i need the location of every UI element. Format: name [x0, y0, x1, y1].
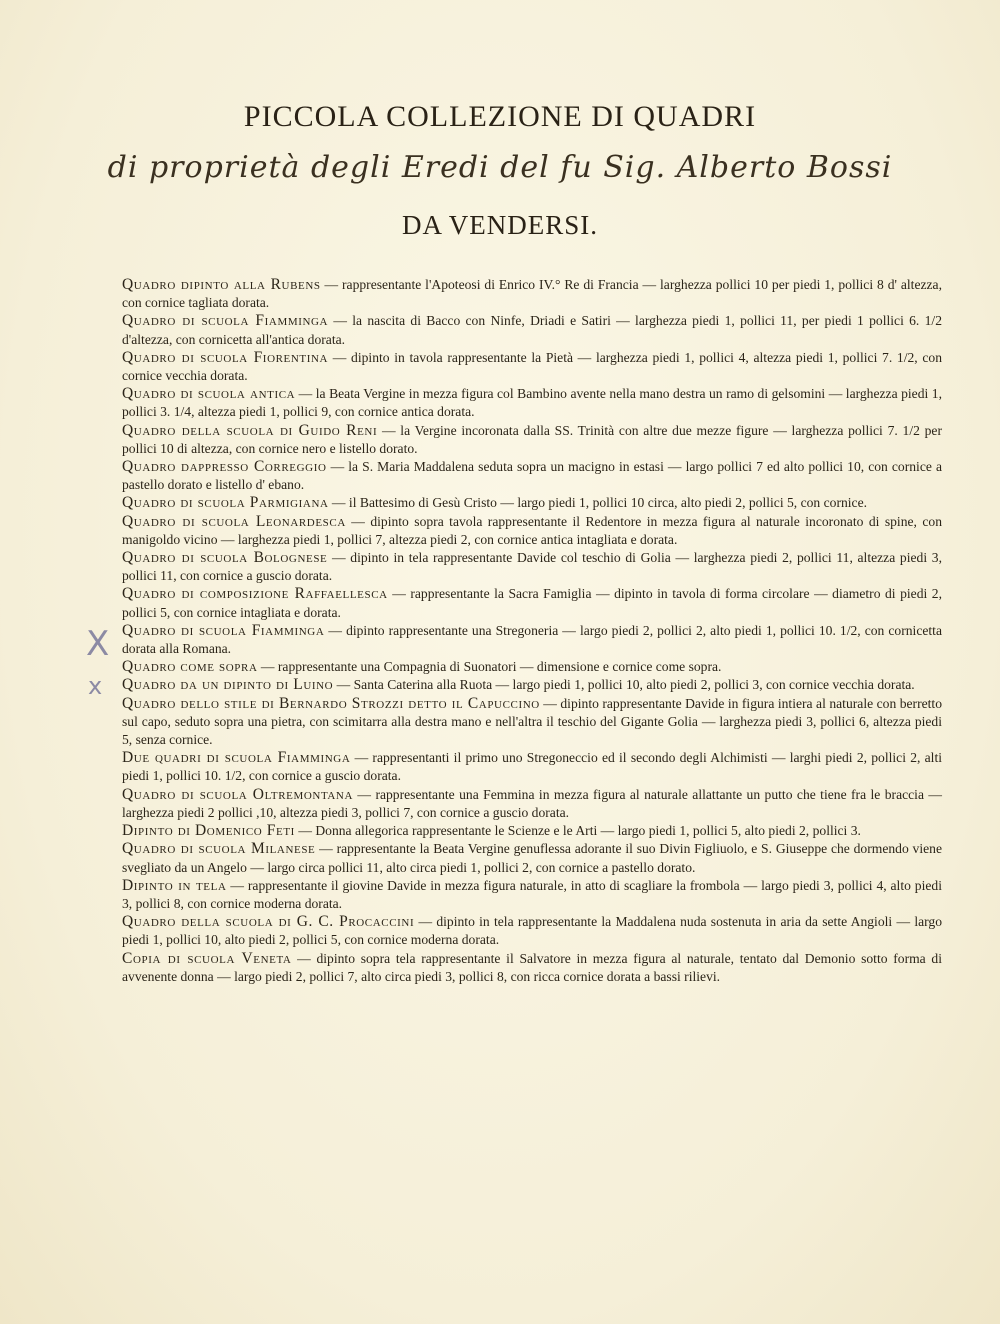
list-item [122, 513, 942, 549]
list-item [122, 385, 942, 421]
entry-description: — rappresentanti il primo uno Stregoneccio ed il secondo degli Alchimisti — larghi piedi 2, pollici 2, alti piedi 1, pollici 10. 1/2, con cornice a guscio dorata. [122, 750, 943, 784]
list-item [122, 622, 942, 658]
entry-heading: Quadro di scuola Milanese [122, 840, 316, 858]
document-title: PICCOLA COLLEZIONE DI QUADRI [243, 100, 757, 133]
entry-heading: Dipinto in tela [122, 876, 227, 894]
entry-description: — rappresentante una Femmina in mezza figura al naturale allattante un putto che tiene fra le braccia — larghezza piedi 2 pollici ,10, altezza piedi 3, pollici 7, con cornice a guscio dorata. [122, 786, 942, 820]
list-item [122, 877, 942, 913]
entry-heading: Dipinto di Domenico Feti [122, 822, 295, 840]
entry-heading: Quadro della scuola di Guido Reni [122, 421, 378, 439]
entry-description: — dipinto in tela rappresentante Davide col teschio di Golia — larghezza piedi 2, pollici 11, altezza piedi 3, pollici 11, con cornice a guscio dorata. [122, 550, 942, 584]
list-item [122, 312, 942, 348]
list-item [122, 913, 942, 949]
entry-description: — rappresentante la Sacra Famiglia — dipinto in tavola di forma circolare — diametro di piedi 2, pollici 5, con cornice intagliata e dorata. [122, 586, 942, 620]
entry-heading: Quadro della scuola di G. C. Procaccini [122, 913, 415, 931]
margin-mark-x: X [86, 624, 110, 664]
list-item [122, 349, 942, 385]
entry-heading: Quadro di scuola antica [122, 385, 296, 403]
entry-heading: Quadro di scuola Parmigiana [122, 494, 329, 512]
entry-description: — rappresentante la Beata Vergine genuflessa adorante il suo Divin Figliuolo, e S. Giuseppe che dormendo viene svegliato da un Angelo — largo circa pollici 11, alto circa piedi 1, pollici 2, con cornice a pastello dorato. [122, 841, 942, 875]
sale-heading: DA VENDERSI. [401, 210, 599, 240]
entry-heading: Quadro di scuola Oltremontana [122, 785, 354, 803]
entry-heading: Due quadri di scuola Fiamminga [122, 749, 351, 767]
list-item [122, 786, 942, 822]
list-item [122, 658, 942, 676]
handwritten-subtitle: di proprietà degli Eredi del fu Sig. Alberto Bossi [107, 150, 893, 185]
entry-description: — dipinto rappresentante Davide in figura intiera al naturale con berretto sul capo, seduto sopra una pietra, con scimitarra alla destra mano e nell'altra il teschio del Gigante Golia — larghezza piedi 3, pollici 6, altezza piedi 5, senza cornice. [122, 695, 942, 748]
entry-heading: Quadro di composizione Raffaellesca [122, 585, 388, 603]
list-item [122, 749, 942, 785]
entry-heading: Quadro da un dipinto di Luino [122, 676, 334, 694]
list-item [122, 458, 942, 494]
entry-heading: Quadro di scuola Fiamminga [122, 621, 325, 639]
list-item [122, 422, 942, 458]
list-item [122, 695, 942, 750]
margin-mark-small-x: x [88, 672, 103, 700]
entry-description: — la Beata Vergine in mezza figura col Bambino avente nella mano destra un ramo di gelsomini — larghezza piedi 1, pollici 3. 1/4, altezza piedi 1, pollici 9, con cornice antica dorata. [122, 386, 942, 420]
list-item [122, 822, 942, 840]
entry-description: — dipinto sopra tavola rappresentante il Redentore in mezza figura al naturale incoronato di spine, con manigoldo vicino — larghezza piedi 1, pollici 7, altezza piedi 2, con cornice antica intagliata e dorata. [122, 513, 942, 547]
painting-list [122, 276, 942, 986]
entry-description: — dipinto in tela rappresentante la Maddalena nuda sostenuta in aria da sette Angioli — largo piedi 1, pollici 10, alto piedi 2, pollici 5, con cornice moderna dorata. [122, 914, 942, 948]
list-item [122, 676, 942, 694]
entry-heading: Quadro dappresso Correggio [122, 458, 327, 476]
entry-description: — la nascita di Bacco con Ninfe, Driadi e Satiri — larghezza piedi 1, pollici 11, per piedi 1 pollici 6. 1/2 d'altezza, con cornicetta all'antica dorata. [122, 313, 942, 347]
entry-heading: Quadro di scuola Leonardesca [122, 512, 346, 530]
entry-description: — dipinto rappresentante una Stregoneria — largo piedi 2, pollici 2, alto piedi 1, pollici 10. 1/2, con cornicetta dorata alla Romana. [122, 622, 942, 657]
entry-heading: Quadro dello stile di Bernardo Strozzi detto il Capuccino [122, 694, 540, 712]
entry-heading: Quadro di scuola Bolognese [122, 549, 328, 567]
entry-heading: Quadro dipinto alla Rubens [122, 276, 321, 293]
list-item [122, 585, 942, 621]
entry-description: — Donna allegorica rappresentante le Scienze e le Arti — largo piedi 1, pollici 5, alto piedi 2, pollici 3. [294, 823, 861, 839]
list-item [122, 840, 942, 876]
entry-description: — la Vergine incoronata dalla SS. Trinità con altre due mezze figure — larghezza pollici 7. 1/2 per pollici 10 di altezza, con cornice nero e listello dorato. [122, 422, 942, 456]
entry-heading: Quadro come sopra [122, 658, 258, 676]
entry-description: — rappresentante l'Apoteosi di Enrico IV.° Re di Francia — larghezza pollici 10 per piedi 1, pollici 8 d' altezza, con cornice tagliata dorata. [122, 277, 942, 311]
entry-description: — Santa Caterina alla Ruota — largo piedi 1, pollici 10, alto piedi 2, pollici 3, con cornice vecchia dorata. [333, 677, 915, 693]
entry-description: — rappresentante il giovine Davide in mezza figura naturale, in atto di scagliare la frombola — largo piedi 3, pollici 4, alto piedi 3, pollici 8, con cornice moderna dorata. [122, 877, 942, 911]
entry-description: — dipinto in tavola rappresentante la Pietà — larghezza piedi 1, pollici 4, altezza piedi 1, pollici 7. 1/2, con cornice vecchia dorata. [122, 349, 942, 384]
entry-description: — dipinto sopra tela rappresentante il Salvatore in mezza figura al naturale, tentato dal Demonio sotto forma di avvenente donna — largo piedi 2, pollici 7, alto circa piedi 3, pollici 8, con ricca cornice dorata a bassi rilievi. [122, 950, 942, 984]
list-item [122, 494, 942, 512]
list-item [122, 950, 942, 986]
entry-heading: Quadro di scuola Fiamminga [122, 312, 329, 330]
entry-heading: Quadro di scuola Fiorentina [122, 348, 329, 366]
entry-description: — il Battesimo di Gesù Cristo — largo piedi 1, pollici 10 circa, alto piedi 2, pollici 5, con cornice. [328, 495, 868, 511]
entry-heading: Copia di scuola Veneta [122, 949, 292, 967]
entry-description: — rappresentante una Compagnia di Suonatori — dimensione e cornice come sopra. [257, 659, 722, 675]
list-item [122, 549, 942, 585]
list-item [122, 276, 942, 312]
entry-description: — la S. Maria Maddalena seduta sopra un macigno in estasi — largo pollici 7 ed alto pollici 10, con cornice a pastello dorato e listello d' ebano. [122, 459, 943, 493]
